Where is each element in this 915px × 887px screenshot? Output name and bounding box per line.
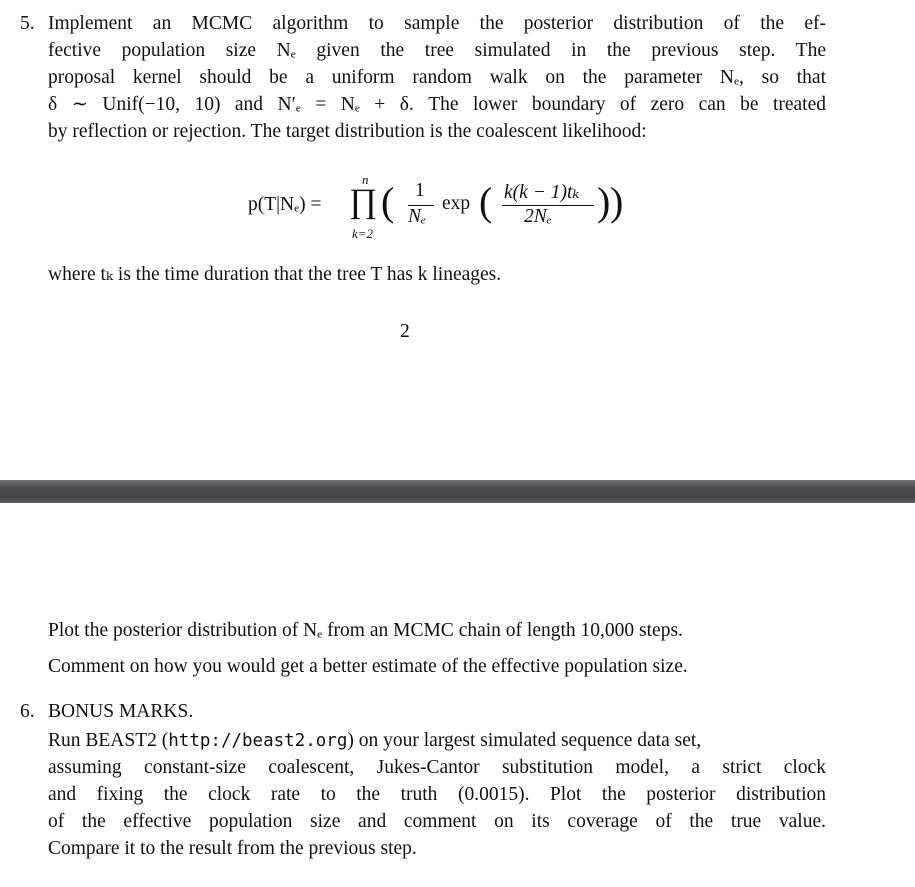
page-break-separator [0,480,915,503]
outer-paren-left: ( [381,179,395,224]
question-5-line-1: Implement an MCMC algorithm to sample the posterior distribution of the ef- [48,13,826,34]
question-6-title: BONUS MARKS. [48,701,194,722]
question-5-line-2: fective population size Nₑ given the tree simulated in the previous step. The [48,40,826,61]
fraction-one-denominator: Nₑ [408,206,427,227]
question-6-line-1 [48,727,701,755]
question-5-number: 5. [20,13,35,34]
inner-paren-right: ) [597,179,611,224]
run-beast-text: Run BEAST2 ( [48,730,169,751]
outer-paren-right: ) [610,179,624,224]
question-5-line-4: δ ∼ Unif(−10, 10) and N′ₑ = Nₑ + δ. The lower boundary of zero can be treated [48,94,826,115]
product-lower-limit: k=2 [352,226,374,241]
coalescent-likelihood-equation [248,168,668,248]
question-6-line-4: of the effective population size and comment on its coverage of the true value. [48,811,826,832]
exponent-denominator: 2Nₑ [524,206,552,227]
plot-instruction: Plot the posterior distribution of Nₑ from an MCMC chain of length 10,000 steps. [48,620,683,641]
page-number: 2 [400,321,410,342]
beast2-link[interactable]: http://beast2.org [168,731,348,751]
fraction-one-numerator: 1 [415,180,425,201]
comment-instruction: Comment on how you would get a better estimate of the effective population size. [48,656,688,677]
question-6-number: 6. [20,701,35,722]
question-6-line-2: assuming constant-size coalescent, Jukes-Cantor substitution model, a strict clock [48,757,826,778]
question-5-line-3: proposal kernel should be a uniform random walk on the parameter Nₑ, so that [48,67,826,88]
product-symbol: ∏ [349,183,377,220]
exponent-numerator: k(k − 1)tₖ [504,182,580,203]
inner-paren-left: ( [479,179,493,224]
page-lower-section [0,503,915,887]
question-6-line-5: Compare it to the result from the previous step. [48,838,417,859]
run-beast-text-end: ) on your largest simulated sequence data set, [347,730,702,751]
exp-function: exp [442,193,471,214]
equation-lhs: p(T|Nₑ) = [248,194,322,215]
where-clause: where tₖ is the time duration that the tree T has k lineages. [48,264,502,285]
product-upper-limit: n [362,172,369,187]
question-5-line-5: by reflection or rejection. The target distribution is the coalescent likelihood: [48,121,647,142]
question-6-line-3: and fixing the clock rate to the truth (0.0015). Plot the posterior distribution [48,784,826,805]
